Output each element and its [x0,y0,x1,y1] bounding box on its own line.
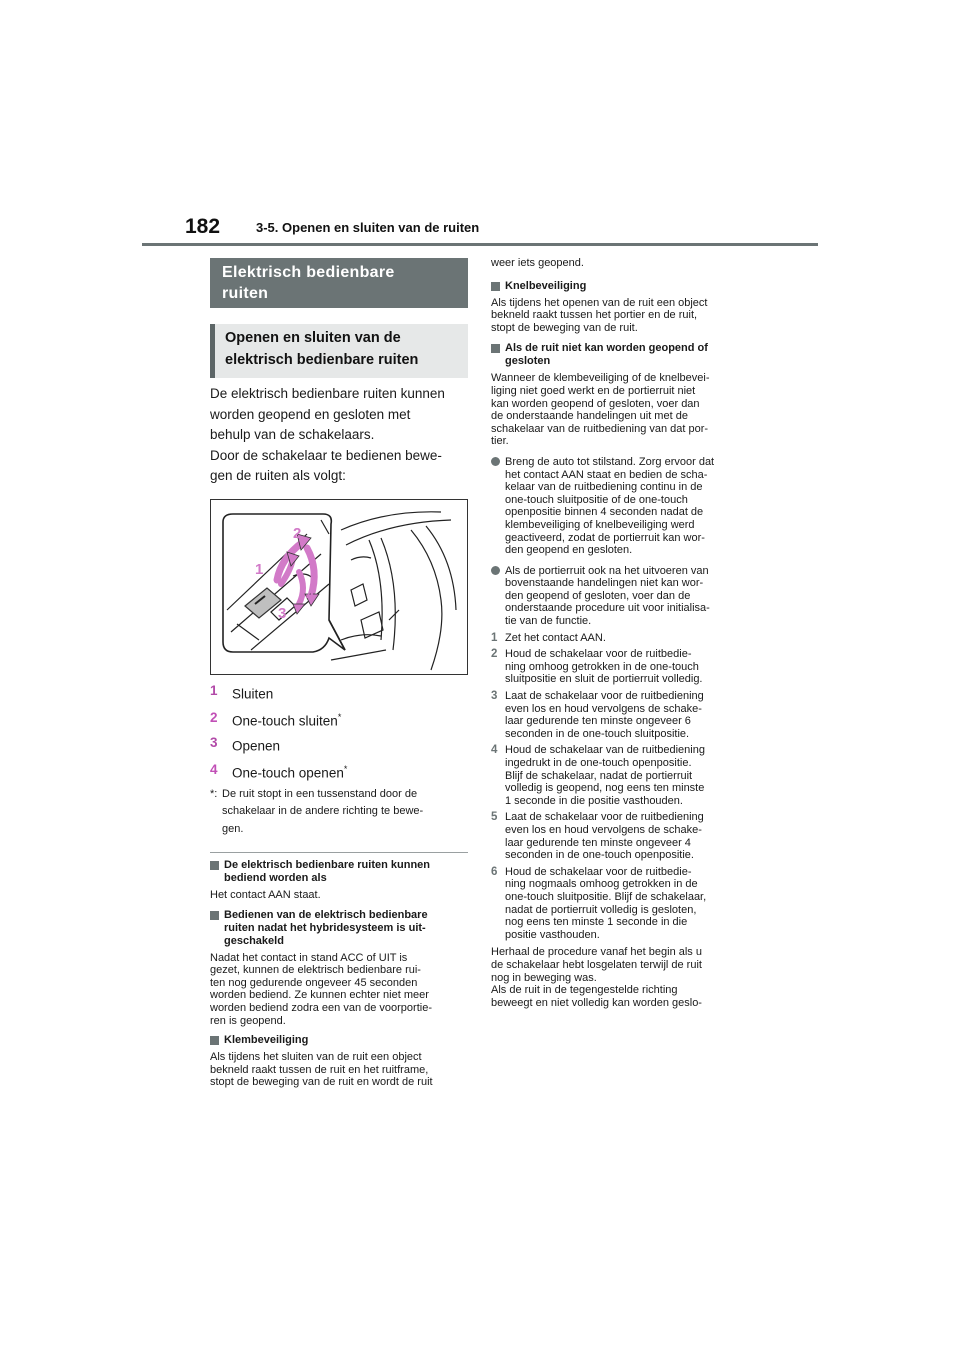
paragraph: weer iets geopend. [491,257,584,269]
figure-legend [210,680,468,784]
procedure-step: 1 Zet het contact AAN. [491,631,606,644]
left-column [210,258,468,1089]
footnote: *: De ruit stopt in een tussenstand door de schakelaar in de andere richting te bewe- gen. [210,787,424,835]
subheading: Als de ruit niet kan worden geopend of gesloten [491,342,751,368]
paragraph: Het contact AAN staat. [210,889,321,901]
subheading: Knelbeveiliging [491,280,751,293]
right-column [491,257,751,1009]
procedure-step: 4 Houd de schakelaar van de ruitbediening ingedrukt in de one-touch openpositie. Blijf de schakelaar, nadat de portierruit volledig is geopend, nog eens ten minste 1 seconde in die positie vasthouden. [491,744,705,807]
header-rule [142,243,818,246]
square-bullet-icon [210,911,219,920]
subheading: De elektrisch bedienbare ruiten kunnen bediend worden als [210,859,468,885]
legend-item: 2 One-touch sluiten* [210,710,342,729]
subheading: Klembeveiliging [210,1034,468,1047]
paragraph: Nadat het contact in stand ACC of UIT is gezet, kunnen de elektrisch bedienbare rui- ten nog gedurende ongeveer 45 seconden worden bediend. Ze kunnen echter niet meer worden bediend zodra een van de voorportie- ren is geopend. [210,951,432,1027]
procedure-step: 5 Laat de schakelaar voor de ruitbediening even los en houd vervolgens de schake- laar gedurende ten minste ongeveer 4 seconden in de one-touch openpositie. [491,811,704,862]
page-number: 182 [185,215,221,238]
window-switch-illustration [210,499,468,675]
subheading: Bedienen van de elektrisch bedienbare ruiten nadat het hybridesysteem is uit- geschakeld [210,909,468,948]
square-bullet-icon [491,344,500,353]
callout-1: 1 [255,560,264,578]
round-bullet-icon [491,457,500,466]
procedure-step: 3 Laat de schakelaar voor de ruitbediening even los en houd vervolgens de schake- laar gedurende ten minste ongeveer 6 seconden in de one-touch sluitpositie. [491,690,704,740]
legend-item: 4 One-touch openen* [210,762,348,781]
section-divider [210,852,468,853]
legend-item: 3 Openen [210,734,281,753]
callout-4: 4 [306,586,315,604]
callout-2: 2 [293,524,302,542]
square-bullet-icon [210,1036,219,1045]
paragraph: Als tijdens het sluiten van de ruit een object bekneld raakt tussen de ruit en het ruitframe, stopt de beweging van de ruit en wordt de ruit [210,1051,433,1089]
paragraph: Als tijdens het openen van de ruit een object bekneld raakt tussen het portier en de ruit, stopt de beweging van de ruit. [491,296,708,334]
intro-text: De elektrisch bedienbare ruiten kunnen worden geopend en gesloten met behulp van de schakelaars. Door de schakelaar te bedienen bewe- gen de ruiten als volgt: [210,386,445,483]
bullet-item: Als de portierruit ook na het uitvoeren van bovenstaande handelingen niet kan wor- den geopend of gesloten, voer dan de onderstaande procedure uit voor initialisa- tie van de functie. [491,565,751,628]
round-bullet-icon [491,566,500,575]
section-subtitle: Openen en sluiten van de elektrisch bedienbare ruiten [210,324,468,378]
callout-3: 3 [278,604,287,622]
procedure-step: 6 Houd de schakelaar voor de ruitbedie- ning nogmaals omhoog getrokken in de one-touch sluitpositie. Blijf de schakelaar, nadat de portierruit volledig is gesloten, nog eens ten minste 1 seconde in die positie vasthouden. [491,865,707,941]
paragraph: Herhaal de procedure vanaf het begin als u de schakelaar hebt losgelaten terwijl de ruit nog in beweging was. Als de ruit in de tegengestelde richting beweegt en niet volledig kan worden geslo- [491,946,702,1009]
chapter-title: 3-5. Openen en sluiten van de ruiten [256,220,480,235]
legend-item: 1 Sluiten [210,682,274,701]
section-title: Elektrisch bedienbare ruiten [210,258,468,308]
paragraph: Wanneer de klembeveiliging of de knelbevei- liging niet goed werkt en de portierruit niet kan worden geopend of gesloten, voer dan de onderstaande handelingen uit met de schakelaar van de ruitbediening van dat por- tier. [491,372,710,448]
procedure-step: 2 Houd de schakelaar voor de ruitbedie- ning omhoog getrokken in de one-touch sluitpositie en sluit de portierruit volledig. [491,648,703,686]
window-switch-drawing [211,500,467,674]
bullet-item: Breng de auto tot stilstand. Zorg ervoor dat het contact AAN staat en bedien de scha- kelaar van de ruitbediening continu in de one-touch sluitpositie of de one-touch openpositie binnen 4 seconden nadat de klembeveiliging of knelbeveiliging werd geactiveerd, zodat de portierruit kan wor- den geopend en gesloten. [491,456,751,557]
square-bullet-icon [210,861,219,870]
square-bullet-icon [491,282,500,291]
